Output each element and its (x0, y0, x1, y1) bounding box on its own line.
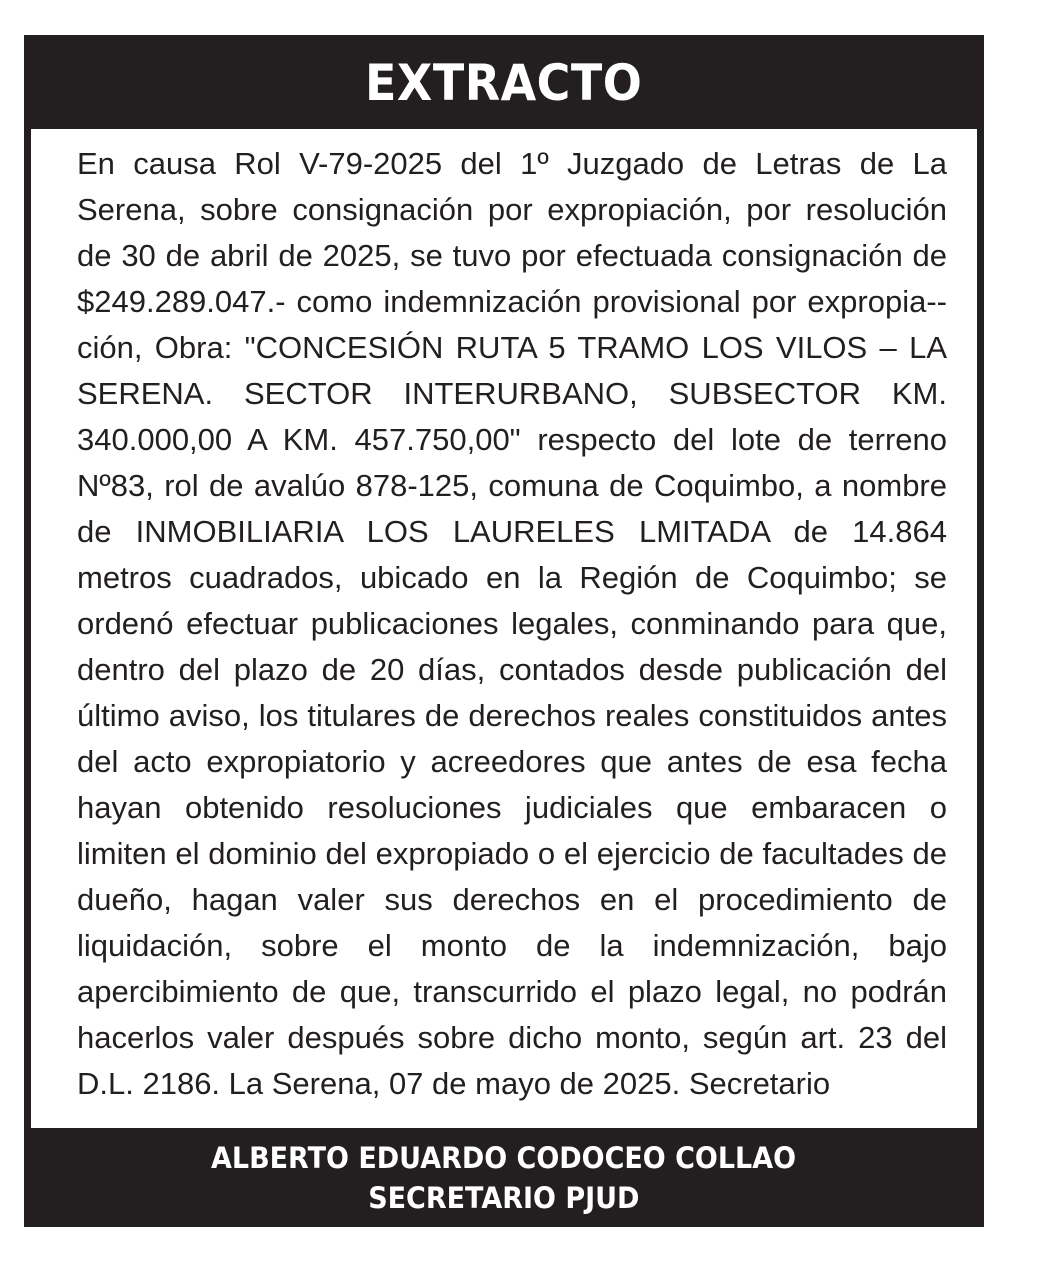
notice-header (24, 35, 984, 129)
notice-body (31, 129, 977, 1128)
notice-footer (24, 1128, 984, 1227)
signer-name: ALBERTO EDUARDO CODOCEO COLLAO (211, 1140, 797, 1175)
legal-notice (24, 35, 984, 1227)
notice-title: EXTRACTO (365, 54, 643, 112)
signer-title: SECRETARIO PJUD (368, 1180, 640, 1215)
notice-body-text: En causa Rol V-79-2025 del 1º Juzgado de Letras de La Serena, sobre consignación por expropiación, por resolución de 30 de abril de 2025, se tuvo por efectuada consignación de $249.289.047.- como indemnización provisional por expropia-ción, Obra: "CONCESIÓN RUTA 5 TRAMO LOS VILOS – LA SERENA. SECTOR INTERURBANO, SUBSECTOR KM. 340.000,00 A KM. 457.750,00" respecto del lote de terreno Nº83, rol de avalúo 878-125, comuna de Coquimbo, a nombre de INMOBILIARIA LOS LAURELES LMITADA de 14.864 metros cuadrados, ubicado en la Región de Coquimbo; se ordenó efectuar publicaciones legales, conminando para que, dentro del plazo de 20 días, contados desde publicación del último aviso, los titulares de derechos reales constituidos antes del acto expropiatorio y acreedores que antes de esa fecha hayan obtenido resoluciones judiciales que embaracen o limiten el dominio del expropiado o el ejercicio de facultades de dueño, hagan valer sus derechos en el procedimiento de liquidación, sobre el monto de la indemnización, bajo apercibimiento de que, transcurrido el plazo legal, no podrán hacerlos valer después sobre dicho monto, según art. 23 del D.L. 2186. La Serena, 07 de mayo de 2025. Secretario (77, 146, 947, 1101)
